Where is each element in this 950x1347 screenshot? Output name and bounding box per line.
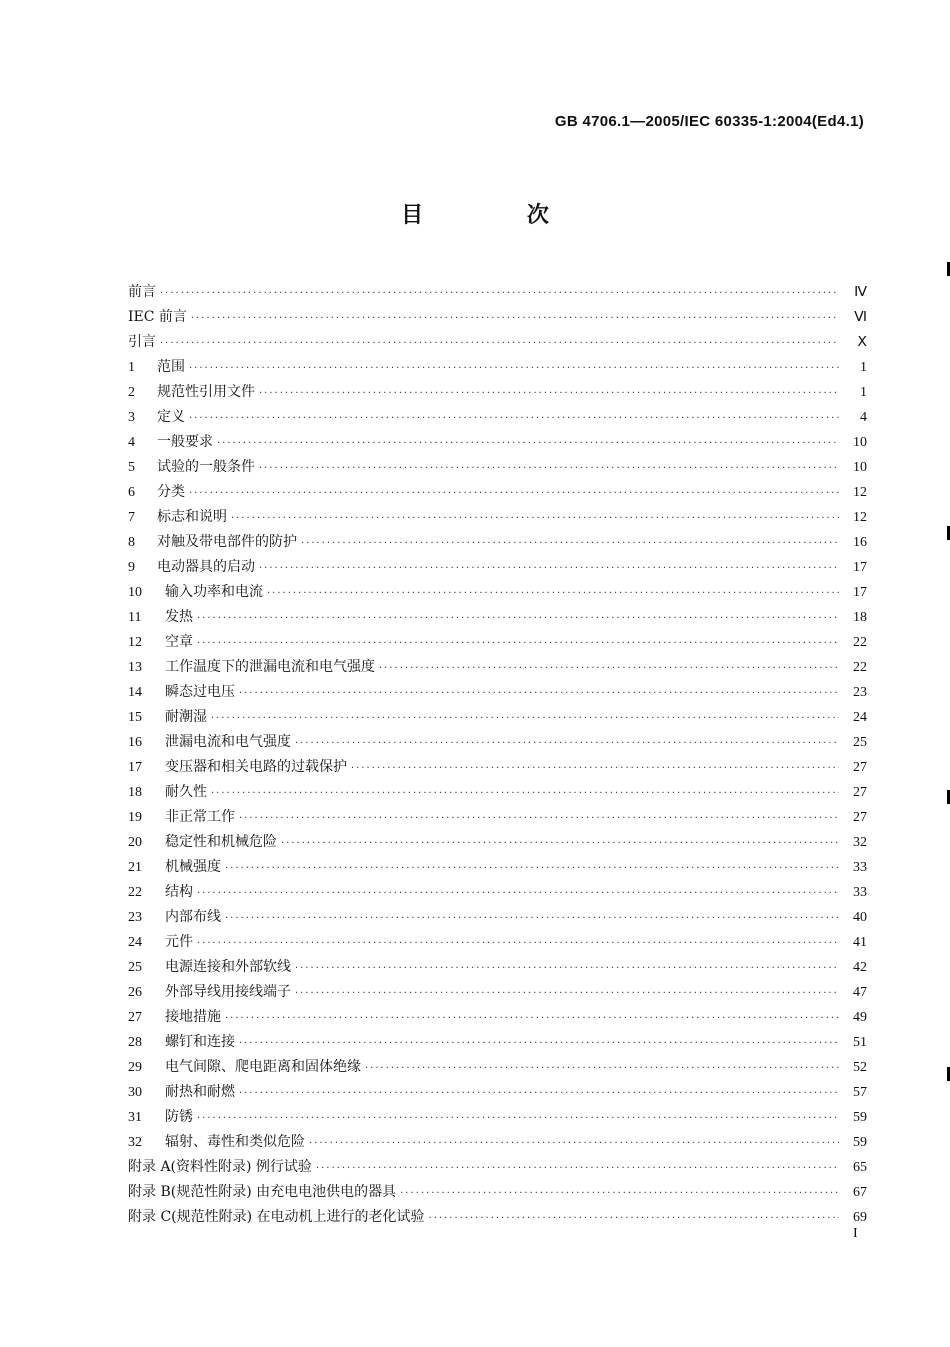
toc-entry-number: 32 <box>128 1135 142 1150</box>
toc-entry-page: 41 <box>853 935 867 950</box>
toc-entry-page: 10 <box>853 460 867 475</box>
toc-entry-number: 19 <box>128 810 142 825</box>
toc-entry-page: Ⅹ <box>857 335 867 350</box>
dot-leader <box>197 631 839 656</box>
dot-leader <box>191 306 839 331</box>
toc-entry-title: 电动器具的启动 <box>157 559 255 575</box>
toc-entry-number: 13 <box>128 660 142 675</box>
toc-entry <box>128 605 867 630</box>
toc-entry-number: 10 <box>128 585 142 600</box>
toc-entry-number: 22 <box>128 885 142 900</box>
page-title: 目 次 <box>401 203 597 228</box>
toc-entry <box>128 380 867 405</box>
dot-leader <box>267 581 839 606</box>
toc-entry-title: 耐热和耐燃 <box>165 1084 235 1100</box>
toc-entry-title: 接地措施 <box>165 1009 221 1025</box>
toc-entry-title: 附录 C(规范性附录) 在电动机上进行的老化试验 <box>128 1209 425 1225</box>
toc-entry-number: 24 <box>128 935 142 950</box>
dot-leader <box>197 1106 839 1131</box>
toc-entry-title: 电气间隙、爬电距离和固体绝缘 <box>165 1059 361 1075</box>
dot-leader <box>239 1031 839 1056</box>
toc-entry-title: 附录 A(资料性附录) 例行试验 <box>128 1159 312 1175</box>
toc-entry-number: 29 <box>128 1060 142 1075</box>
dot-leader <box>231 506 839 531</box>
toc-entry <box>128 355 867 380</box>
dot-leader <box>217 431 839 456</box>
toc-entry-title: 非正常工作 <box>165 809 235 825</box>
toc-entry-page: 51 <box>853 1035 867 1050</box>
toc-entry-title: 泄漏电流和电气强度 <box>165 734 291 750</box>
toc-entry-number: 18 <box>128 785 142 800</box>
dot-leader <box>225 856 839 881</box>
dot-leader <box>295 956 839 981</box>
table-of-contents <box>128 280 867 1230</box>
toc-entry-page: 52 <box>853 1060 867 1075</box>
toc-entry <box>128 430 867 455</box>
toc-entry <box>128 1080 867 1105</box>
toc-entry-page: 59 <box>853 1110 867 1125</box>
toc-entry-page: 23 <box>853 685 867 700</box>
toc-entry-title: 前言 <box>128 284 156 300</box>
toc-entry <box>128 305 867 330</box>
toc-entry-number: 21 <box>128 860 142 875</box>
toc-entry <box>128 880 867 905</box>
toc-entry-page: 12 <box>853 485 867 500</box>
toc-entry <box>128 705 867 730</box>
dot-leader <box>295 731 839 756</box>
toc-entry <box>128 1205 867 1230</box>
toc-entry-page: 59 <box>853 1135 867 1150</box>
toc-entry-title: 内部布线 <box>165 909 221 925</box>
toc-entry-page: 69 <box>853 1210 867 1225</box>
toc-entry-page: 33 <box>853 885 867 900</box>
toc-entry <box>128 1180 867 1205</box>
dot-leader <box>197 606 839 631</box>
toc-entry-number: 23 <box>128 910 142 925</box>
toc-entry-page: 16 <box>853 535 867 550</box>
toc-entry <box>128 730 867 755</box>
toc-entry <box>128 855 867 880</box>
dot-leader <box>259 556 839 581</box>
toc-entry-number: 17 <box>128 760 142 775</box>
toc-entry-page: 47 <box>853 985 867 1000</box>
dot-leader <box>197 881 839 906</box>
dot-leader <box>365 1056 839 1081</box>
toc-entry <box>128 1105 867 1130</box>
dot-leader <box>189 356 839 381</box>
toc-entry-page: 57 <box>853 1085 867 1100</box>
toc-entry-title: 元件 <box>165 934 193 950</box>
toc-entry-number: 16 <box>128 735 142 750</box>
dot-leader <box>400 1181 839 1206</box>
toc-entry <box>128 980 867 1005</box>
toc-entry-page: Ⅵ <box>854 310 867 325</box>
toc-entry <box>128 480 867 505</box>
dot-leader <box>189 406 839 431</box>
toc-entry-number: 25 <box>128 960 142 975</box>
toc-entry-number: 3 <box>128 410 135 425</box>
dot-leader <box>239 806 839 831</box>
toc-entry-number: 26 <box>128 985 142 1000</box>
standard-code-header: GB 4706.1—2005/IEC 60335-1:2004(Ed4.1) <box>554 113 864 130</box>
toc-entry-title: 稳定性和机械危险 <box>165 834 277 850</box>
toc-entry-title: 范围 <box>157 359 185 375</box>
dot-leader <box>351 756 839 781</box>
toc-entry-title: 输入功率和电流 <box>165 584 263 600</box>
toc-entry-title: 变压器和相关电路的过载保护 <box>165 759 347 775</box>
toc-entry <box>128 630 867 655</box>
toc-entry-number: 27 <box>128 1010 142 1025</box>
toc-entry-page: 12 <box>853 510 867 525</box>
toc-entry-page: 27 <box>853 810 867 825</box>
dot-leader <box>239 681 839 706</box>
dot-leader <box>309 1131 839 1156</box>
toc-entry-title: 试验的一般条件 <box>157 459 255 475</box>
dot-leader <box>259 456 839 481</box>
toc-entry-number: 31 <box>128 1110 142 1125</box>
toc-entry-page: 22 <box>853 635 867 650</box>
toc-entry-number: 12 <box>128 635 142 650</box>
dot-leader <box>429 1206 839 1231</box>
toc-entry <box>128 1005 867 1030</box>
toc-entry-page: 65 <box>853 1160 867 1175</box>
toc-entry-page: 1 <box>860 360 867 375</box>
toc-entry-title: 辐射、毒性和类似危险 <box>165 1134 305 1150</box>
toc-entry-title: 引言 <box>128 334 156 350</box>
toc-entry-title: 电源连接和外部软线 <box>165 959 291 975</box>
toc-entry <box>128 1055 867 1080</box>
dot-leader <box>189 481 839 506</box>
toc-entry-page: 67 <box>853 1185 867 1200</box>
toc-entry <box>128 805 867 830</box>
toc-entry-title: 对触及带电部件的防护 <box>157 534 297 550</box>
toc-entry-number: 11 <box>128 610 142 625</box>
toc-entry-title: 空章 <box>165 634 193 650</box>
dot-leader <box>225 1006 839 1031</box>
dot-leader <box>259 381 839 406</box>
toc-entry <box>128 330 867 355</box>
toc-entry <box>128 280 867 305</box>
toc-entry-title: 工作温度下的泄漏电流和电气强度 <box>165 659 375 675</box>
toc-entry <box>128 555 867 580</box>
toc-entry <box>128 405 867 430</box>
toc-entry-page: 17 <box>853 560 867 575</box>
dot-leader <box>211 781 839 806</box>
dot-leader <box>281 831 839 856</box>
dot-leader <box>379 656 839 681</box>
toc-entry-title: 定义 <box>157 409 185 425</box>
toc-entry-title: 标志和说明 <box>157 509 227 525</box>
toc-entry-page: 33 <box>853 860 867 875</box>
dot-leader <box>316 1156 839 1181</box>
toc-entry-number: 4 <box>128 435 135 450</box>
toc-entry-title: IEC 前言 <box>128 309 187 325</box>
toc-entry-number: 6 <box>128 485 135 500</box>
toc-entry-page: 32 <box>853 835 867 850</box>
toc-entry-page: 22 <box>853 660 867 675</box>
toc-entry-number: 1 <box>128 360 135 375</box>
toc-entry-number: 28 <box>128 1035 142 1050</box>
toc-entry-page: 24 <box>853 710 867 725</box>
toc-entry <box>128 530 867 555</box>
toc-entry-title: 规范性引用文件 <box>157 384 255 400</box>
toc-entry-number: 9 <box>128 560 135 575</box>
toc-entry-number: 7 <box>128 510 135 525</box>
toc-entry <box>128 680 867 705</box>
toc-entry-number: 15 <box>128 710 142 725</box>
toc-entry <box>128 830 867 855</box>
toc-entry-page: 18 <box>853 610 867 625</box>
toc-entry-title: 耐潮湿 <box>165 709 207 725</box>
toc-entry-number: 8 <box>128 535 135 550</box>
toc-entry-title: 瞬态过电压 <box>165 684 235 700</box>
toc-entry-number: 30 <box>128 1085 142 1100</box>
toc-entry <box>128 580 867 605</box>
toc-entry <box>128 505 867 530</box>
toc-entry-number: 14 <box>128 685 142 700</box>
toc-entry <box>128 455 867 480</box>
dot-leader <box>295 981 839 1006</box>
toc-entry-number: 2 <box>128 385 135 400</box>
toc-entry <box>128 1155 867 1180</box>
toc-entry <box>128 1130 867 1155</box>
toc-entry-title: 一般要求 <box>157 434 213 450</box>
toc-entry-title: 机械强度 <box>165 859 221 875</box>
toc-entry <box>128 1030 867 1055</box>
page-number: I <box>853 1226 858 1241</box>
toc-entry <box>128 780 867 805</box>
toc-entry-title: 耐久性 <box>165 784 207 800</box>
toc-entry <box>128 905 867 930</box>
toc-entry-title: 螺钉和连接 <box>165 1034 235 1050</box>
toc-entry <box>128 955 867 980</box>
toc-entry-title: 外部导线用接线端子 <box>165 984 291 1000</box>
toc-entry-page: Ⅳ <box>854 285 867 300</box>
toc-entry-title: 防锈 <box>165 1109 193 1125</box>
toc-entry <box>128 930 867 955</box>
toc-entry-page: 25 <box>853 735 867 750</box>
toc-entry-page: 42 <box>853 960 867 975</box>
toc-entry <box>128 655 867 680</box>
toc-entry-page: 1 <box>860 385 867 400</box>
toc-entry-title: 附录 B(规范性附录) 由充电电池供电的器具 <box>128 1184 397 1200</box>
toc-entry-page: 27 <box>853 760 867 775</box>
toc-entry-title: 发热 <box>165 609 193 625</box>
toc-entry <box>128 755 867 780</box>
toc-entry-page: 4 <box>860 410 867 425</box>
dot-leader <box>160 331 839 356</box>
dot-leader <box>239 1081 839 1106</box>
toc-entry-page: 27 <box>853 785 867 800</box>
toc-entry-title: 结构 <box>165 884 193 900</box>
toc-entry-number: 20 <box>128 835 142 850</box>
dot-leader <box>225 906 839 931</box>
dot-leader <box>211 706 839 731</box>
toc-entry-page: 17 <box>853 585 867 600</box>
toc-entry-page: 40 <box>853 910 867 925</box>
toc-entry-page: 10 <box>853 435 867 450</box>
toc-entry-page: 49 <box>853 1010 867 1025</box>
toc-entry-title: 分类 <box>157 484 185 500</box>
dot-leader <box>301 531 839 556</box>
toc-entry-number: 5 <box>128 460 135 475</box>
dot-leader <box>160 281 839 306</box>
dot-leader <box>197 931 839 956</box>
